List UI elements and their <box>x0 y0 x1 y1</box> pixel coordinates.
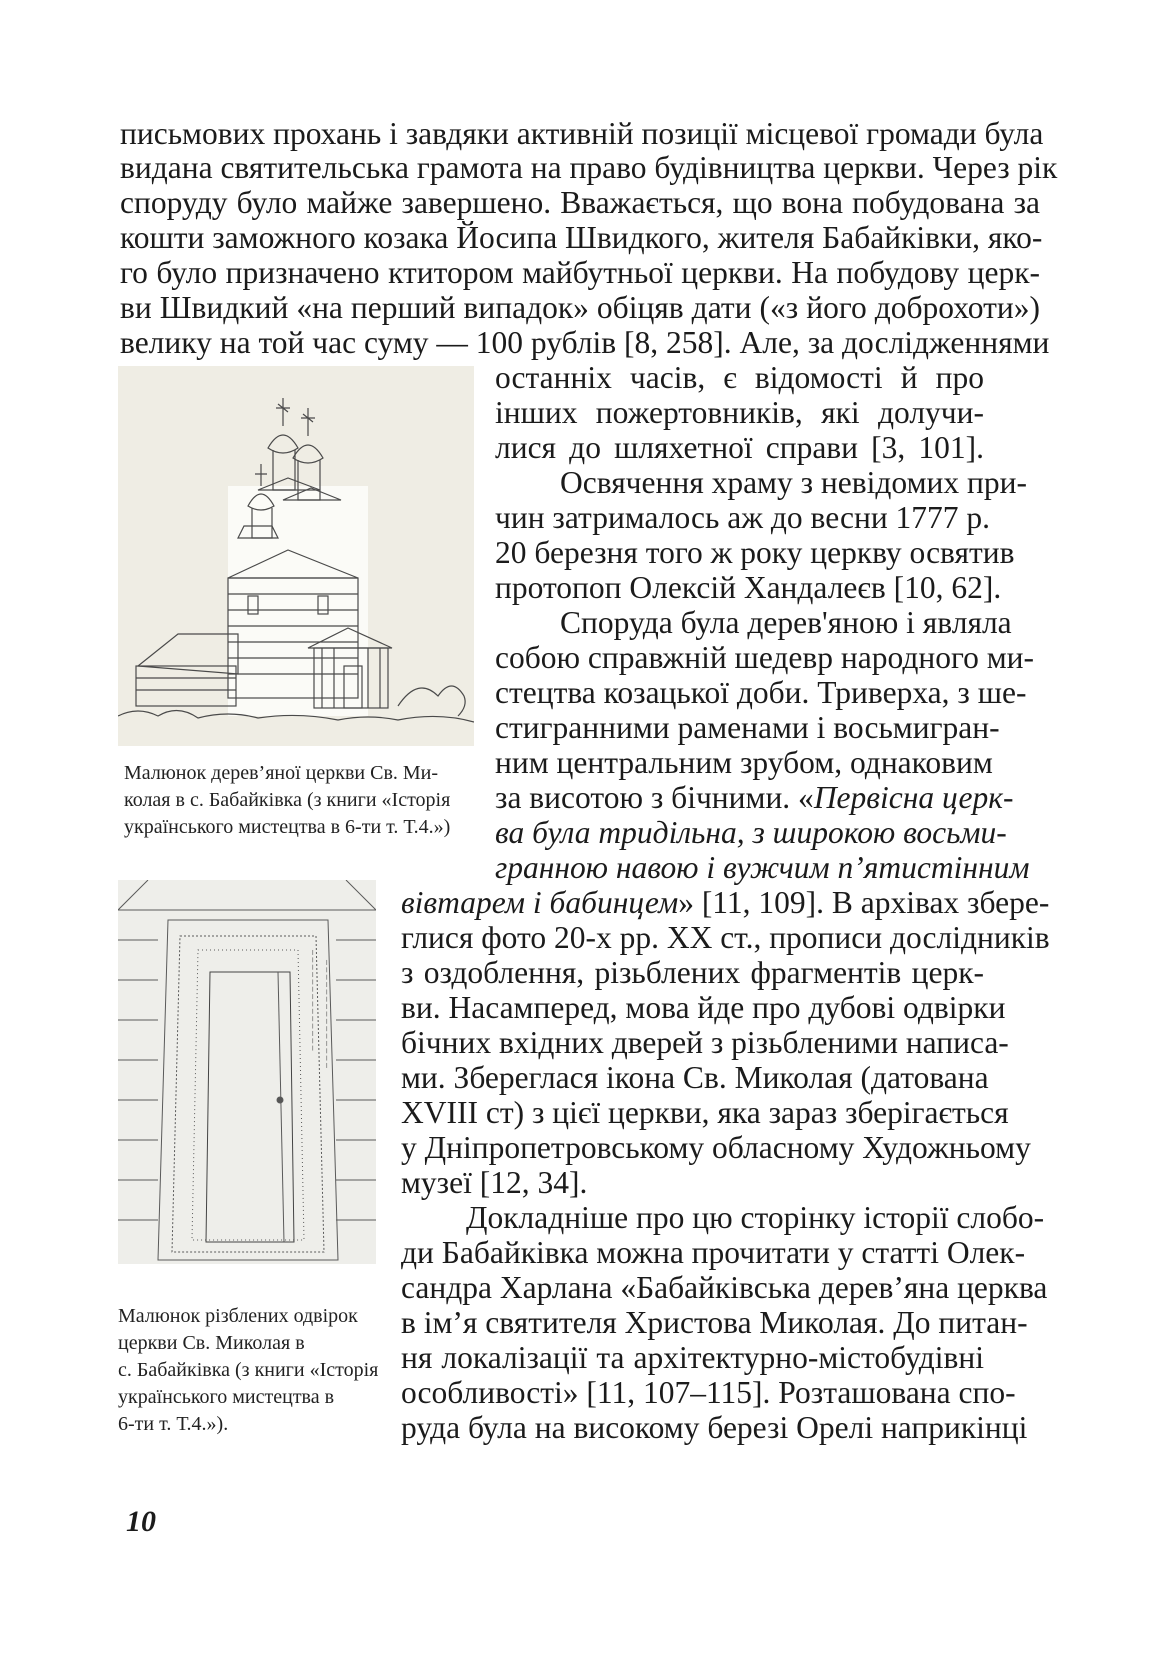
caption-line: с. Бабайківка (з книги «Історія <box>118 1359 379 1381</box>
caption-line: українського мистецтва в <box>118 1386 335 1408</box>
text-line-mixed <box>401 885 1050 921</box>
italic-quote: Первісна церк- <box>813 780 1014 815</box>
text-line: велику на той час суму — 100 рублів [8, 258]. Але, за дослідженнями <box>120 325 1050 360</box>
text-line: в ім’я святителя Христова Миколая. До питан- <box>401 1305 1028 1340</box>
text-line: стецтва козацької доби. Триверха, з ше- <box>495 675 1027 710</box>
caption-line: церкви Св. Миколая в <box>118 1332 305 1354</box>
text-line: лися до шляхетної справи [3, 101]. <box>495 430 984 465</box>
text-line: протопоп Олексій Хандалеєв [10, 62]. <box>495 570 1002 605</box>
text-line: Освячення храму з невідомих при- <box>560 465 1027 500</box>
italic-quote: ва була тридільна, з широкою восьми- <box>495 815 1007 850</box>
figure-caption-church <box>124 760 450 841</box>
svg-text:─ ─ ─ ─ ─ ─ ─ ─ ─ ─ ─ ─ ─ ─ ─: ─ ─ ─ ─ ─ ─ ─ ─ ─ ─ ─ ─ ─ ─ ─ <box>322 960 331 1068</box>
italic-quote: гранною навою і вужчим п’ятистінним <box>495 850 1030 885</box>
text-line: 20 березня того ж року церкву освятив <box>495 535 1015 570</box>
text-segment: » [11, 109]. В архівах збере- <box>678 885 1050 920</box>
text-line: з оздоблення, різьблених фрагментів церк- <box>401 955 984 990</box>
caption-line: колая в с. Бабайківка (з книги «Історія <box>124 789 451 811</box>
text-line: кошти заможного козака Йосипа Швидкого, жителя Бабайківки, яко- <box>120 220 1043 255</box>
text-line-mixed <box>495 780 1014 816</box>
carved-door-figure <box>118 880 376 1264</box>
text-line: письмових прохань і завдяки активній позиції місцевої громади була <box>120 116 1044 151</box>
text-line: ви Швидкий «на перший випадок» обіцяв дати («з його доброхоти») <box>120 290 1040 325</box>
church-drawing-figure <box>118 366 474 746</box>
text-line: сандра Харлана «Бабайківська дерев’яна церква <box>401 1270 1048 1305</box>
text-line: ми. Збереглася ікона Св. Миколая (датована <box>401 1060 989 1095</box>
page-number: 10 <box>126 1505 156 1538</box>
svg-text:─ ─ ─ ─ ─ ─ ─ ─ ─ ─ ─ ─ ─ ─: ─ ─ ─ ─ ─ ─ ─ ─ ─ ─ ─ ─ ─ ─ <box>308 950 317 1051</box>
text-line: XVIII ст) з цієї церкви, яка зараз зберігається <box>401 1095 1009 1130</box>
text-line: інших пожертовників, які долучи- <box>495 395 984 430</box>
text-line: стигранними раменами і восьмигран- <box>495 710 1000 745</box>
text-line: го було призначено ктитором майбутньої церкви. На побудову церк- <box>120 255 1040 290</box>
text-line: чин затрималось аж до весни 1777 р. <box>495 500 991 535</box>
carved-door-drawing-icon <box>118 880 376 1264</box>
caption-line: 6-ти т. Т.4.»). <box>118 1413 229 1435</box>
text-line: Споруда була дерев'яною і являла <box>560 605 1012 640</box>
text-line: музеї [12, 34]. <box>401 1165 588 1200</box>
caption-line: українського мистецтва в 6-ти т. Т.4.») <box>124 816 451 838</box>
text-line: особливості» [11, 107–115]. Розташована спо- <box>401 1375 1016 1410</box>
text-line: ви. Насамперед, мова йде про дубові одвірки <box>401 990 1006 1025</box>
text-line: собою справжній шедевр народного ми- <box>495 640 1034 675</box>
figure-caption-door <box>118 1303 378 1438</box>
text-line: бічних вхідних дверей з різьбленими написа- <box>401 1025 1009 1060</box>
text-line: видана святительська грамота на право будівництва церкви. Через рік <box>120 150 1058 185</box>
text-line: руда була на високому березі Орелі наприкінці <box>401 1410 1028 1445</box>
text-line: Докладніше про цю сторінку історії слобо- <box>466 1200 1045 1235</box>
text-segment: за висотою з бічними. « <box>495 780 814 815</box>
text-line: споруду було майже завершено. Вважається, що вона побудована за <box>120 185 1040 220</box>
text-line: ня локалізації та архітектурно-містобудівні <box>401 1340 984 1375</box>
text-line: останніх часів, є відомості й про <box>495 360 984 395</box>
text-line: ди Бабайківка можна прочитати у статті Олек- <box>401 1235 1026 1270</box>
caption-line: Малюнок різблених одвірок <box>118 1305 358 1327</box>
text-line: ним центральним зрубом, однаковим <box>495 745 993 780</box>
caption-line: Малюнок дерев’яної церкви Св. Ми- <box>124 762 439 784</box>
italic-quote: вівтарем і бабинцем <box>401 885 679 920</box>
church-drawing-icon <box>118 366 474 746</box>
text-line: глися фото 20-х рр. XX ст., прописи дослідників <box>401 920 1050 955</box>
text-line: у Дніпропетровському обласному Художньому <box>401 1130 1031 1165</box>
